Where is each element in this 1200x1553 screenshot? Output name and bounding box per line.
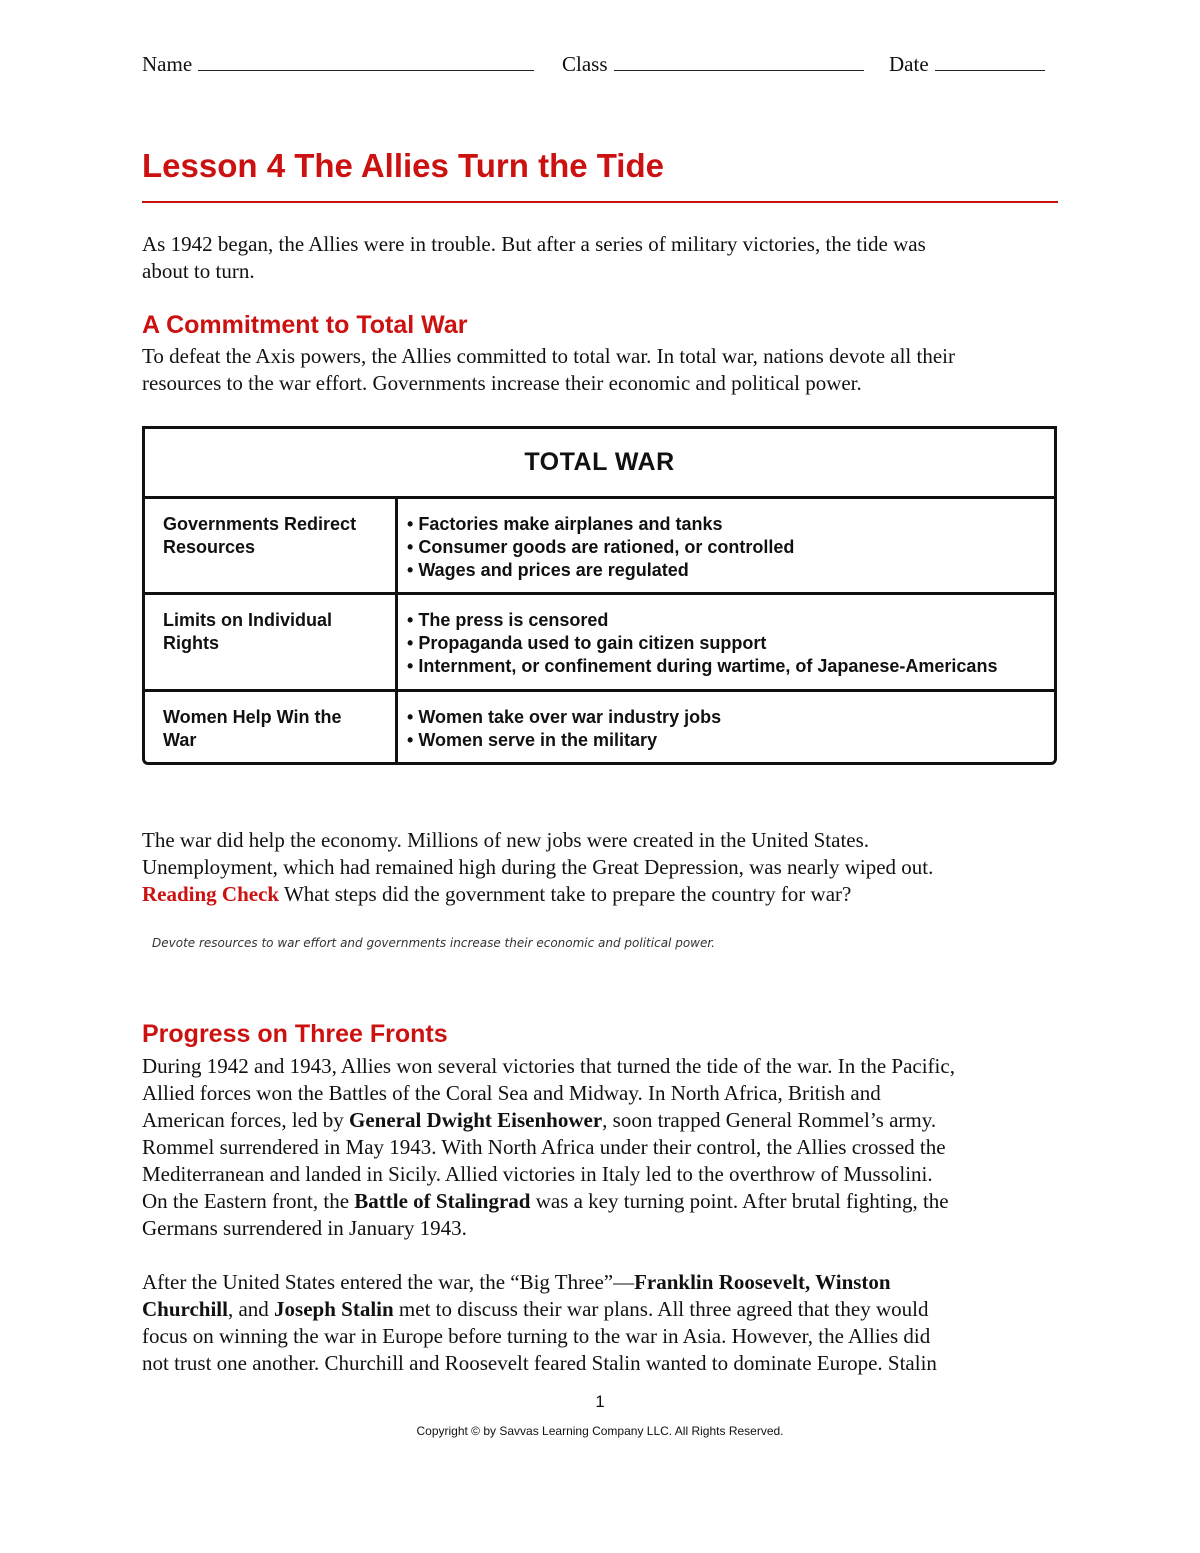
bullet-icon: •	[407, 560, 414, 580]
text-run: , and	[227, 1297, 275, 1321]
row-label-line: Limits on Individual	[163, 610, 333, 630]
three-fronts-paragraph	[142, 1053, 1062, 1242]
table-title: TOTAL WAR	[145, 429, 1054, 499]
paragraph-line: focus on winning the war in Europe before turning to the war in Asia. However, the Allies did	[142, 1324, 931, 1348]
paragraph-line	[142, 1188, 1062, 1215]
copyright-notice: Copyright © by Savvas Learning Company LLC. All Rights Reserved.	[416, 1424, 784, 1438]
table-row	[145, 499, 1054, 595]
table-row	[145, 692, 1054, 762]
row-bullets	[407, 706, 1047, 752]
text-run: was a key turning point. After brutal fighting, the	[530, 1189, 949, 1213]
bullet-icon: •	[407, 730, 414, 750]
handwritten-answer[interactable]: Devote resources to war effort and governments increase their economic and political power.	[152, 936, 715, 950]
paragraph-line: Rommel surrendered in May 1943. With North Africa under their control, the Allies crossed the	[142, 1135, 946, 1159]
intro-line: As 1942 began, the Allies were in trouble. But after a series of military victories, the tide was	[142, 232, 926, 256]
paragraph-line	[142, 1107, 1062, 1134]
reading-check	[142, 881, 1062, 908]
row-label	[163, 513, 393, 559]
paragraph-line: not trust one another. Churchill and Roosevelt feared Stalin wanted to dominate Europe. Stalin	[142, 1351, 937, 1375]
bullet-item	[407, 513, 1047, 536]
class-blank[interactable]	[614, 50, 864, 71]
reading-check-label: Reading Check	[142, 882, 280, 906]
page-number: 1	[595, 1392, 605, 1411]
key-term-stalin: Joseph Stalin	[274, 1297, 394, 1321]
text-run: After the United States entered the war, the “Big Three”—	[142, 1270, 635, 1294]
economy-paragraph	[142, 827, 1062, 908]
key-term-stalingrad: Battle of Stalingrad	[354, 1189, 531, 1213]
text-run: met to discuss their war plans. All three agreed that they would	[393, 1297, 929, 1321]
bullet-icon: •	[407, 610, 414, 630]
bullet-text: Consumer goods are rationed, or controlled	[418, 537, 795, 557]
row-bullets	[407, 609, 1047, 678]
key-term-roosevelt: Franklin Roosevelt, Winston	[634, 1270, 891, 1294]
bullet-item	[407, 559, 1047, 582]
section-heading-total-war: A Commitment to Total War	[142, 311, 468, 339]
reading-check-question: What steps did the government take to prepare the country for war?	[279, 882, 852, 906]
bullet-icon: •	[407, 707, 414, 727]
name-blank[interactable]	[198, 50, 534, 71]
bullet-item	[407, 632, 1047, 655]
key-term-eisenhower: General Dwight Eisenhower	[349, 1108, 603, 1132]
date-field	[889, 50, 1045, 78]
text-run: , soon trapped General Rommel’s army.	[602, 1108, 937, 1132]
bullet-text: The press is censored	[418, 610, 609, 630]
name-label: Name	[142, 52, 193, 76]
name-field	[142, 50, 534, 78]
paragraph-line: Unemployment, which had remained high during the Great Depression, was nearly wiped out.	[142, 855, 934, 879]
paragraph-line: Germans surrendered in January 1943.	[142, 1216, 467, 1240]
bullet-item	[407, 655, 1047, 678]
bullet-text: Women serve in the military	[418, 730, 658, 750]
class-label: Class	[562, 52, 608, 76]
bullet-icon: •	[407, 656, 414, 676]
paragraph-line: The war did help the economy. Millions of new jobs were created in the United States.	[142, 828, 870, 852]
bullet-icon: •	[407, 537, 414, 557]
row-label-line: Rights	[163, 633, 219, 653]
total-war-paragraph	[142, 343, 1062, 397]
bullet-text: Women take over war industry jobs	[418, 707, 722, 727]
title-divider	[142, 201, 1058, 203]
section-heading-three-fronts: Progress on Three Fronts	[142, 1020, 448, 1048]
bullet-text: Internment, or confinement during wartime, of Japanese-Americans	[418, 656, 998, 676]
bullet-text: Factories make airplanes and tanks	[418, 514, 723, 534]
intro-paragraph	[142, 231, 1062, 285]
bullet-text: Propaganda used to gain citizen support	[418, 633, 767, 653]
bullet-icon: •	[407, 514, 414, 534]
paragraph-line: To defeat the Axis powers, the Allies committed to total war. In total war, nations devote all their	[142, 344, 955, 368]
row-label-line: War	[163, 730, 197, 750]
bullet-item	[407, 729, 1047, 752]
date-blank[interactable]	[935, 50, 1045, 71]
paragraph-line: Mediterranean and landed in Sicily. Allied victories in Italy led to the overthrow of Mussolini.	[142, 1162, 933, 1186]
total-war-table	[142, 426, 1057, 765]
paragraph-line	[142, 1296, 1062, 1323]
row-label	[163, 706, 393, 752]
row-bullets	[407, 513, 1047, 582]
intro-line: about to turn.	[142, 259, 255, 283]
table-row	[145, 595, 1054, 692]
text-run: On the Eastern front, the	[142, 1189, 355, 1213]
bullet-item	[407, 706, 1047, 729]
row-label	[163, 609, 393, 655]
paragraph-line	[142, 1269, 1062, 1296]
paragraph-line: resources to the war effort. Governments increase their economic and political power.	[142, 371, 862, 395]
bullet-text: Wages and prices are regulated	[418, 560, 689, 580]
paragraph-line: Allied forces won the Battles of the Coral Sea and Midway. In North Africa, British and	[142, 1081, 881, 1105]
big-three-paragraph	[142, 1269, 1062, 1377]
page-title: Lesson 4 The Allies Turn the Tide	[142, 147, 664, 184]
bullet-item	[407, 536, 1047, 559]
class-field	[562, 50, 864, 78]
row-label-line: Governments Redirect	[163, 514, 357, 534]
key-term-churchill: Churchill	[142, 1297, 228, 1321]
paragraph-line: During 1942 and 1943, Allies won several victories that turned the tide of the war. In the Pacific,	[142, 1054, 955, 1078]
bullet-item	[407, 609, 1047, 632]
row-label-line: Women Help Win the	[163, 707, 342, 727]
text-run: American forces, led by	[142, 1108, 349, 1132]
bullet-icon: •	[407, 633, 414, 653]
date-label: Date	[889, 52, 929, 76]
row-label-line: Resources	[163, 537, 256, 557]
